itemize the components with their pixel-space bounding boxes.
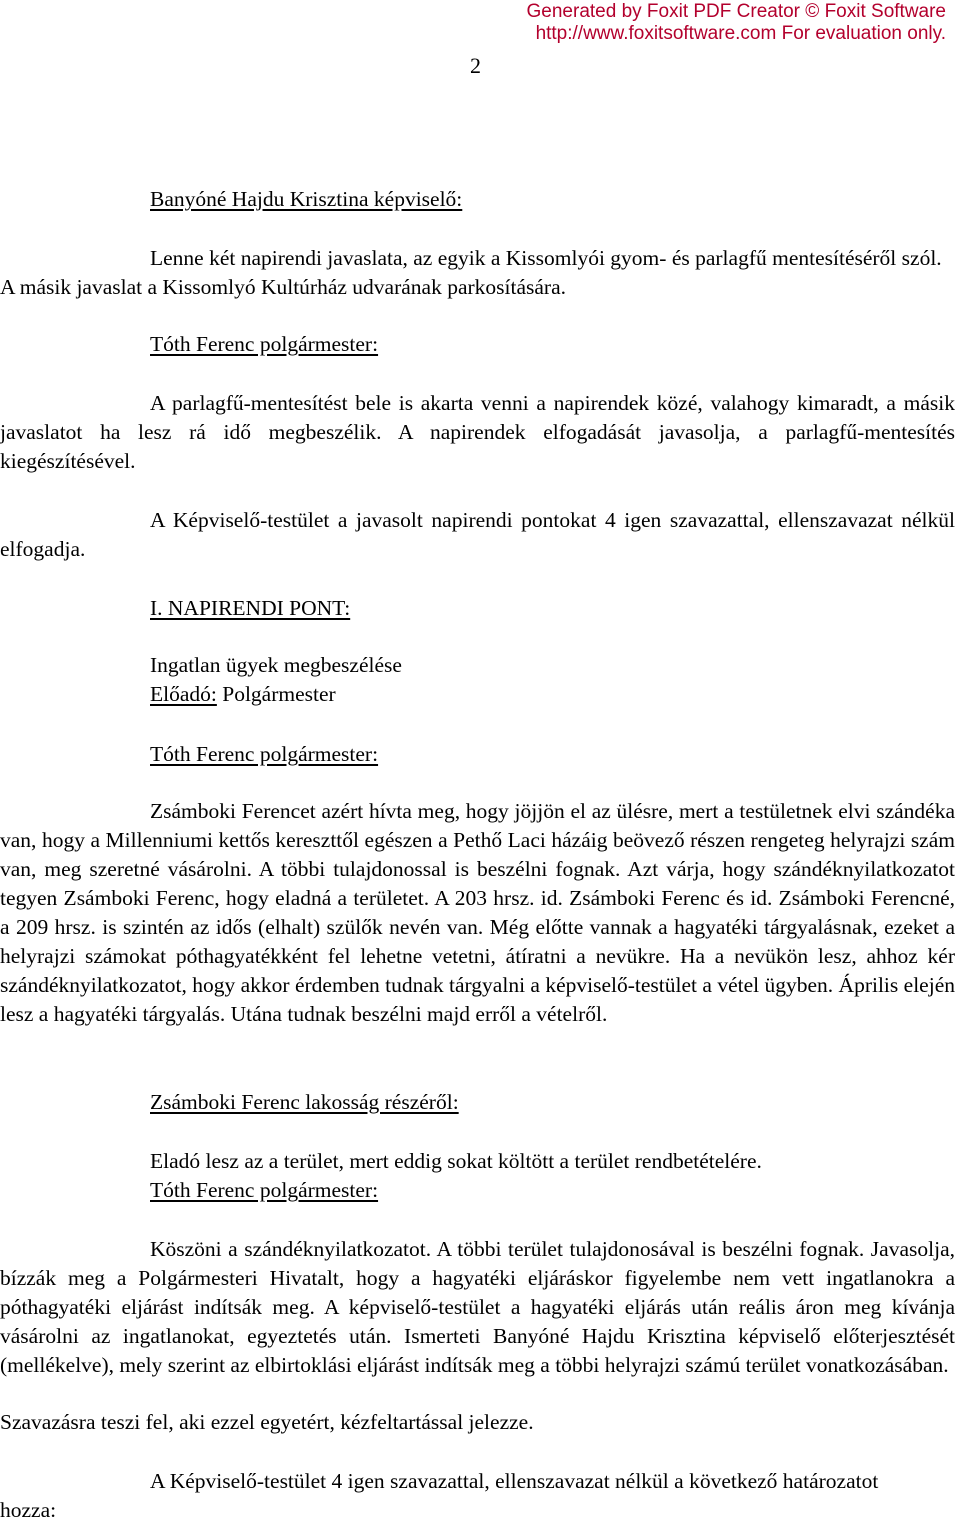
watermark-url-line: http://www.foxitsoftware.com For evaluation only. — [535, 23, 946, 44]
agenda-presenter — [150, 680, 336, 709]
presenter-label: Előadó: — [150, 682, 217, 706]
paragraph-ragweed-response: A parlagfű-mentesítést bele is akarta venni a napirendek közé, valahogy kimaradt, a másik javaslatot ha lesz rá idő megbeszélik. A napirendek elfogadását javasolja, a parlagfű-mentesítés kiegészítésével. — [0, 391, 955, 473]
paragraph-vote-call: Szavazásra teszi fel, aki ezzel egyetért, kézfeltartással jelezze. — [0, 1410, 534, 1434]
paragraph-declaration-thanks: Köszöni a szándéknyilatkozatot. A többi terület tulajdonosával is beszélni fognak. Javasolja, bízzák meg a Polgármesteri Hivatalt, hogy a hagyatéki eljáráskor figyelembe nem vett ingatlanokra a póthagyatéki eljárást indítsák meg. A képviselő-testület a hagyatéki eljárás után reális áron meg kívánja vásárolni az ingatlanokat, egyeztetés után. Ismerteti Banyóné Hajdu Krisztina képviselő előterjesztését (mellékelve), mely szerint az elbirtoklási eljárást indítsák meg a többi helyrajzi számú terület vonatkozásában. — [0, 1237, 955, 1377]
agenda-subject: Ingatlan ügyek megbeszélése — [150, 653, 402, 677]
paragraph-agenda-proposal: Lenne két napirendi javaslata, az egyik a Kissomlyói gyom- és parlagfű mentesítéséről szól. A másik javaslat a Kissomlyó Kultúrház udvarának parkosítására. — [0, 246, 942, 299]
speaker-toth-3: Tóth Ferenc polgármester: — [150, 1178, 379, 1202]
speaker-banyone: Banyóné Hajdu Krisztina képviselő: — [150, 187, 463, 211]
speaker-zsamboki: Zsámboki Ferenc lakosság részéről: — [150, 1090, 459, 1114]
paragraph-agenda-resolution: A Képviselő-testület a javasolt napirendi pontokat 4 igen szavazattal, ellenszavazat nélkül elfogadja. — [0, 508, 955, 561]
speaker-toth-1: Tóth Ferenc polgármester: — [150, 332, 379, 356]
paragraph-zsamboki-statement: Eladó lesz az a terület, mert eddig sokat költött a terület rendbetételére. — [150, 1149, 762, 1173]
paragraph-final-resolution: A Képviselő-testület 4 igen szavazattal, ellenszavazat nélkül a következő határozatot hozza: — [0, 1469, 879, 1522]
presenter-value: Polgármester — [216, 682, 336, 706]
page-number: 2 — [470, 53, 481, 78]
paragraph-property-purchase: Zsámboki Ferencet azért hívta meg, hogy jöjjön el az ülésre, mert a testületnek elvi szándéka van, hogy a Millenniumi kettős kereszttől egészen a Pethő Laci házáig beövező részen rengeteg helyrajzi szám van, meg szeretné vásárolni. A többi tulajdonossal is beszélni fognak. Azt várja, hogy szándéknyilatkozatot tegyen Zsámboki Ferenc, hogy eladná a területet. A 203 hrsz. id. Zsámboki Ferenc és id. Zsámboki Ferencné, a 209 hrsz. is szintén az idős (elhalt) szülők nevén van. Még előtte vannak a hagyatéki tárgyalásnak, ezeket a helyrajzi számokat póthagyatékként fel lehetne vetetni, átíratni a nevükre. Ha a nevükön lesz, ahhoz kér szándéknyilatkozatot, hogy akkor érdemben tudnak tárgyalni a képviselő-testület a vétel ügyben. Április elején lesz a hagyatéki tárgyalás. Utána tudnak beszélni majd erről a vételről. — [0, 799, 955, 1026]
speaker-toth-2: Tóth Ferenc polgármester: — [150, 742, 379, 766]
watermark-generator-line: Generated by Foxit PDF Creator © Foxit Software — [526, 1, 946, 22]
agenda-heading: I. NAPIRENDI PONT: — [150, 596, 351, 620]
